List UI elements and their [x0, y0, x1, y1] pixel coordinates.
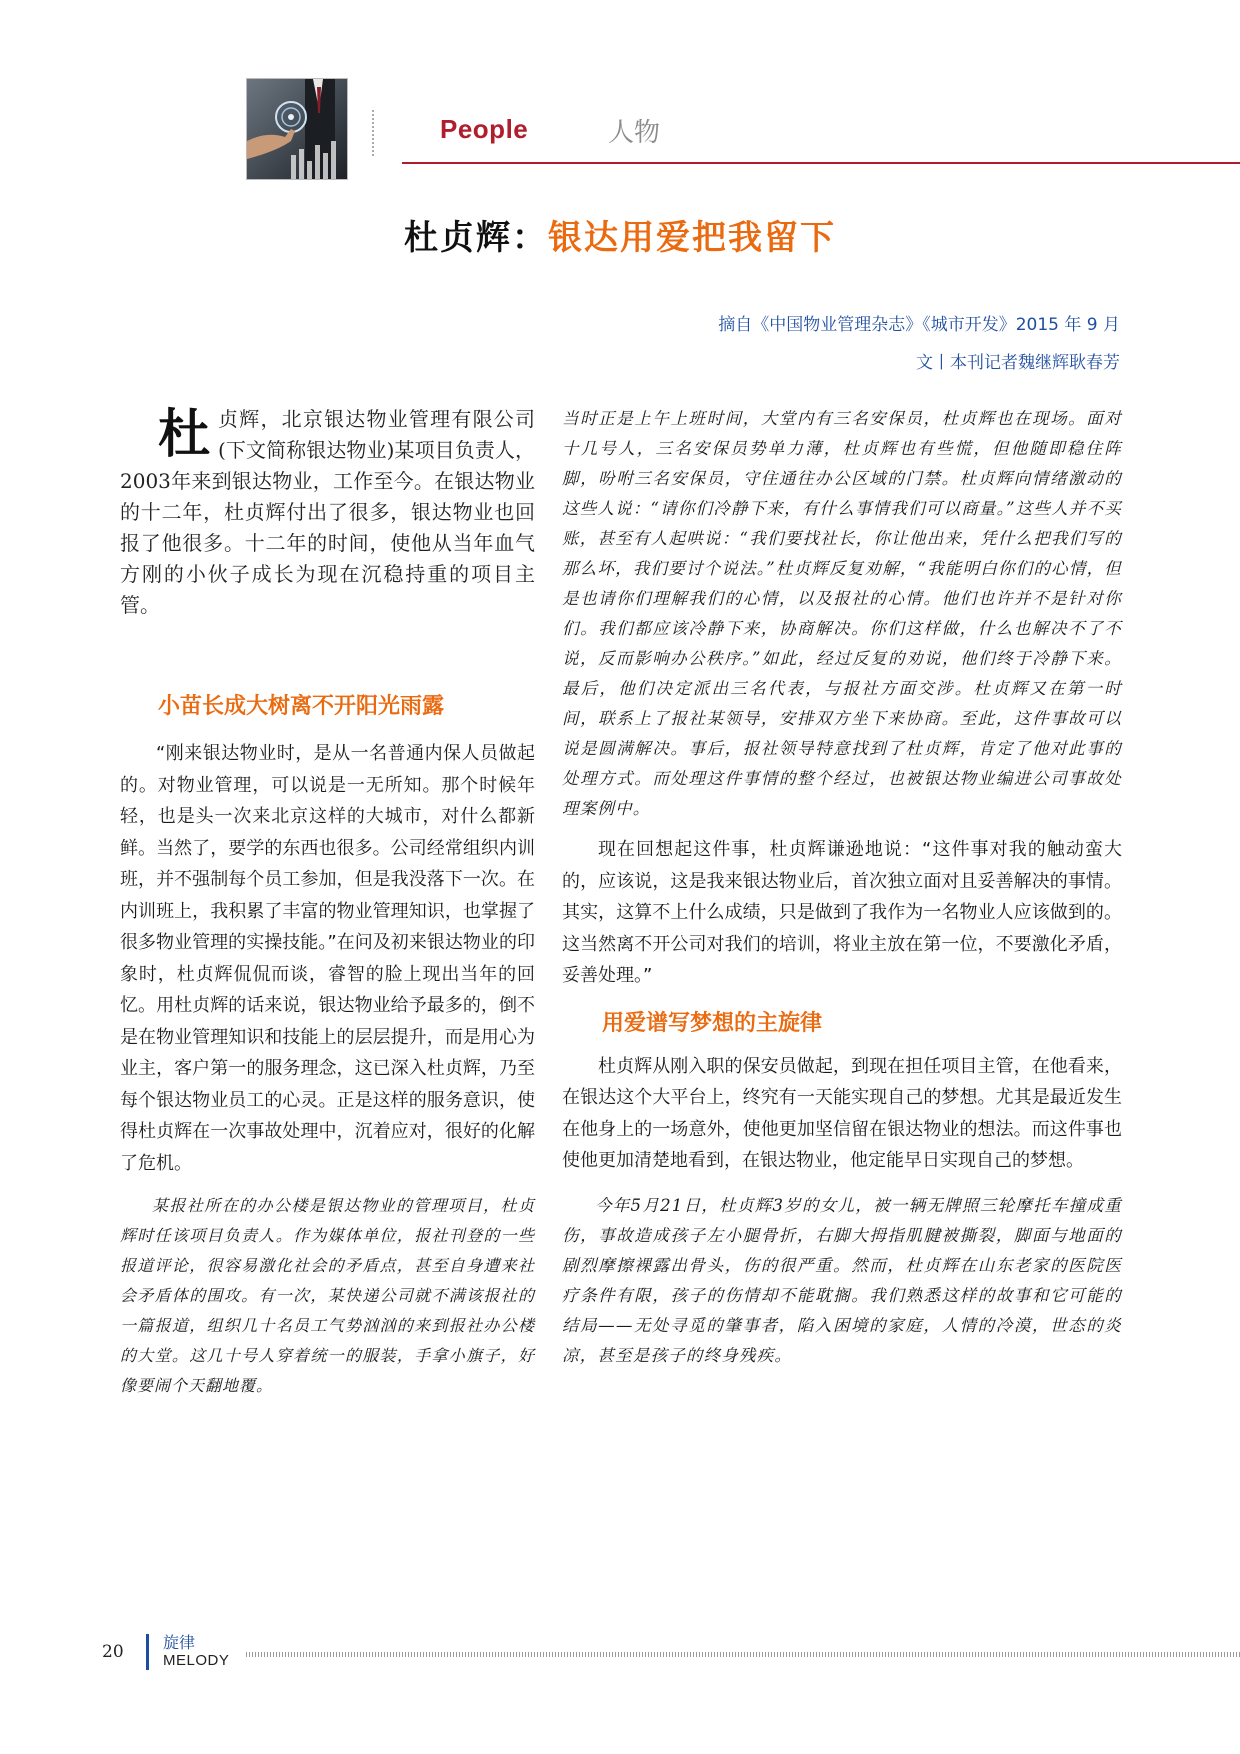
section-label-en: People	[440, 114, 529, 144]
section2-paragraph-2: 今年5月21日，杜贞辉3岁的女儿，被一辆无牌照三轮摩托车撞成重伤，事故造成孩子左小腿骨折，右脚大拇指肌腱被撕裂，脚面与地面的剧烈摩擦裸露出骨头，伤的很严重。然而，杜贞辉在山东老家的医院医疗条件有限，孩子的伤情却不能耽搁。我们熟悉这样的故事和它可能的结局——无处寻觅的肇事者，陷入困境的家庭，人情的冷漠，世态的炎凉，甚至是孩子的终身残疾。	[562, 1195, 1122, 1365]
drop-cap: 杜	[158, 404, 211, 465]
title-rest: 银达用爱把我留下	[548, 218, 836, 258]
header-rule	[402, 162, 1240, 164]
businessman-touchscreen-photo	[247, 79, 347, 179]
magazine-name-cn: 旋律	[163, 1633, 196, 1652]
article-title	[0, 210, 1240, 259]
section1-heading: 小苗长成大树离不开阳光雨露	[158, 694, 445, 719]
header-divider	[372, 110, 374, 156]
footer-accent-bar	[146, 1634, 149, 1670]
right-column	[562, 404, 1122, 1371]
section2-heading: 用爱谱写梦想的主旋律	[602, 1010, 823, 1036]
section1-paragraph-2: 某报社所在的办公楼是银达物业的管理项目，杜贞辉时任该项目负责人。作为媒体单位，报社刊登的一些报道评论，很容易激化社会的矛盾点，甚至自身遭来社会矛盾体的围攻。有一次，某快递公司就不满该报社的一篇报道，组织几十名员工气势汹汹的来到报社办公楼的大堂。这几十号人穿着统一的服装，手拿小旗子，好像要闹个天翻地覆。	[120, 1196, 535, 1395]
section-label-cn: 人物	[608, 118, 661, 148]
lead-paragraph	[120, 404, 535, 621]
magazine-name-en: MELODY	[163, 1652, 230, 1669]
footer-dotted-rule	[246, 1652, 1240, 1657]
right-paragraph-2: 现在回想起这件事，杜贞辉谦逊地说：“这件事对我的触动蛮大的，应该说，这是我来银达物业后，首次独立面对且妥善解决的事情。其实，这算不上什么成绩，只是做到了我作为一名物业人应该做到的。这当然离不开公司对我们的培训，将业主放在第一位，不要激化矛盾，妥善处理。”	[562, 839, 1122, 986]
page-number: 20	[102, 1642, 124, 1662]
title-name: 杜贞辉：	[404, 218, 548, 258]
left-column	[120, 404, 535, 1401]
article-byline: 文丨本刊记者魏继辉耿春芳	[916, 353, 1120, 373]
section1-paragraph-1: “刚来银达物业时，是从一名普通内保人员做起的。对物业管理，可以说是一无所知。那个时候年轻，也是头一次来北京这样的大城市，对什么都新鲜。当然了，要学的东西也很多。公司经常组织内训班，并不强制每个员工参加，但是我没落下一次。在内训班上，我积累了丰富的物业管理知识，也掌握了很多物业管理的实操技能。”在问及初来银达物业的印象时，杜贞辉侃侃而谈，睿智的脸上现出当年的回忆。用杜贞辉的话来说，银达物业给予最多的，倒不是在物业管理知识和技能上的层层提升，而是用心为业主，客户第一的服务理念，这已深入杜贞辉，乃至每个银达物业员工的心灵。正是这样的服务意识，使得杜贞辉在一次事故处理中，沉着应对，很好的化解了危机。	[120, 743, 535, 1174]
header-photo	[246, 78, 348, 180]
article-source: 摘自《中国物业管理杂志》《城市开发》2015 年 9 月	[718, 315, 1120, 335]
section2-paragraph-1: 杜贞辉从刚入职的保安员做起，到现在担任项目主管，在他看来，在银达这个大平台上，终究有一天能实现自己的梦想。尤其是最近发生在他身上的一场意外，使他更加坚信留在银达物业的想法。而这件事也使他更加清楚地看到，在银达物业，他定能早日实现自己的梦想。	[562, 1055, 1122, 1171]
lead-text: 贞辉，北京银达物业管理有限公司(下文简称银达物业)某项目负责人，2003年来到银达物业，工作至今。在银达物业的十二年，杜贞辉付出了很多，银达物业也回报了他很多。十二年的时间，使他从当年血气方刚的小伙子成长为现在沉稳持重的项目主管。	[120, 407, 535, 617]
right-paragraph-1: 当时正是上午上班时间，大堂内有三名安保员，杜贞辉也在现场。面对十几号人，三名安保员势单力薄，杜贞辉也有些慌，但他随即稳住阵脚，吩咐三名安保员，守住通往办公区域的门禁。杜贞辉向情绪激动的这些人说：“请你们冷静下来，有什么事情我们可以商量。”这些人并不买账，甚至有人起哄说：“我们要找社长，你让他出来，凭什么把我们写的那么坏，我们要讨个说法。”杜贞辉反复劝解，“我能明白你们的心情，但是也请你们理解我们的心情，以及报社的心情。他们也许并不是针对你们。我们都应该冷静下来，协商解决。你们这样做，什么也解决不了不说，反而影响办公秩序。”如此，经过反复的劝说，他们终于冷静下来。最后，他们决定派出三名代表，与报社方面交涉。杜贞辉又在第一时间，联系上了报社某领导，安排双方坐下来协商。至此，这件事故可以说是圆满解决。事后，报社领导特意找到了杜贞辉，肯定了他对此事的处理方式。而处理这件事情的整个经过，也被银达物业编进公司事故处理案例中。	[562, 409, 1122, 818]
